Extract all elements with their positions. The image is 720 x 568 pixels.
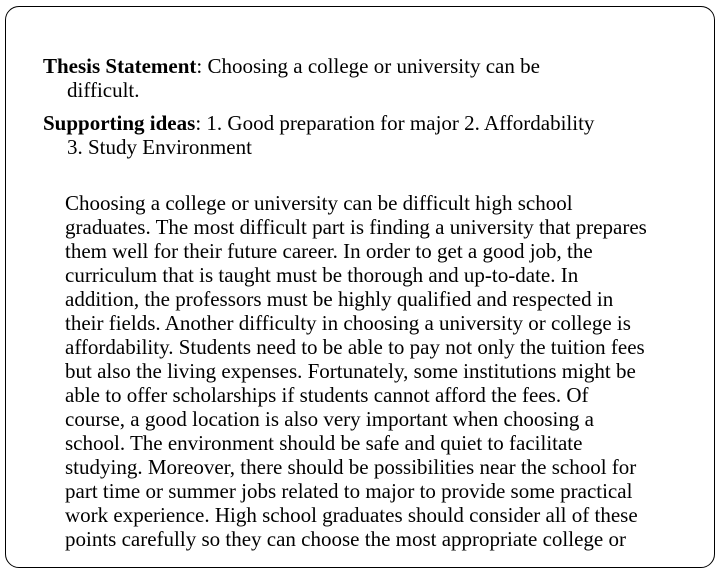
body-line: their fields. Another difficulty in choosing a university or college is	[65, 311, 631, 335]
thesis-statement	[43, 54, 703, 102]
supporting-label: Supporting ideas	[43, 111, 196, 135]
body-line: graduates. The most difficult part is finding a university that prepares	[65, 215, 647, 239]
body-line: studying. Moreover, there should be possibilities near the school for	[65, 455, 637, 479]
supporting-ideas	[43, 111, 703, 159]
body-line: affordability. Students need to be able to pay not only the tuition fees	[65, 335, 645, 359]
thesis-label: Thesis Statement	[43, 54, 197, 78]
body-line: course, a good location is also very important when choosing a	[65, 407, 594, 431]
body-line: but also the living expenses. Fortunately, some institutions might be	[65, 359, 636, 383]
body-line: able to offer scholarships if students cannot afford the fees. Of	[65, 383, 589, 407]
body-line: points carefully so they can choose the most appropriate college or	[65, 527, 626, 551]
thesis-line-1	[43, 54, 703, 78]
body-paragraph	[65, 191, 705, 551]
thesis-line-2: difficult.	[67, 78, 140, 102]
body-line: work experience. High school graduates should consider all of these	[65, 503, 638, 527]
body-line: them well for their future career. In order to get a good job, the	[65, 239, 593, 263]
supporting-text: : 1. Good preparation for major 2. Affordability	[195, 111, 595, 135]
slide	[5, 6, 715, 568]
body-line: part time or summer jobs related to major to provide some practical	[65, 479, 633, 503]
body-line: school. The environment should be safe and quiet to facilitate	[65, 431, 583, 455]
supporting-line-2: 3. Study Environment	[67, 135, 252, 159]
body-line: addition, the professors must be highly qualified and respected in	[65, 287, 614, 311]
thesis-text: : Choosing a college or university can be	[196, 54, 540, 78]
body-line: curriculum that is taught must be thorough and up-to-date. In	[65, 263, 579, 287]
body-line: Choosing a college or university can be difficult high school	[65, 191, 573, 215]
supporting-line-1	[43, 111, 703, 135]
